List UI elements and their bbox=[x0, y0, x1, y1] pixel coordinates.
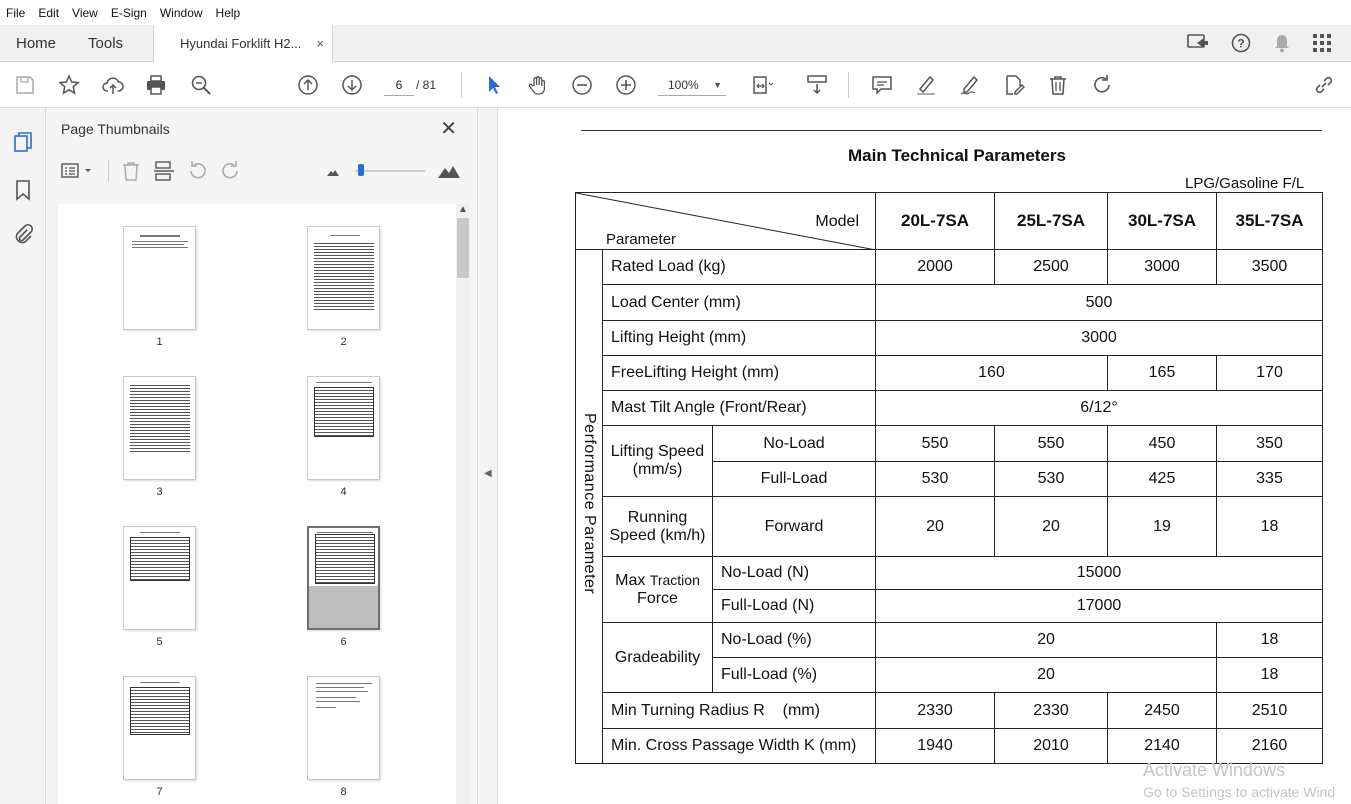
table-cell: 2330 bbox=[995, 693, 1108, 729]
page-number: 5 bbox=[156, 636, 163, 648]
table-cell: 18 bbox=[1217, 497, 1323, 557]
table-cell: 2330 bbox=[876, 693, 995, 729]
table-row bbox=[576, 391, 1323, 426]
left-rail bbox=[0, 108, 46, 804]
upload-cloud-icon[interactable] bbox=[101, 73, 125, 97]
draw-sign-icon[interactable] bbox=[958, 73, 982, 97]
row-label: Load Center (mm) bbox=[603, 285, 876, 321]
tab-tools[interactable]: Tools bbox=[88, 34, 124, 52]
table-cell: 550 bbox=[876, 426, 995, 462]
table-row bbox=[576, 285, 1323, 321]
row-label: Gradeability bbox=[603, 623, 713, 693]
sub-label: Full-Load bbox=[713, 462, 876, 497]
model-header: 20L-7SA bbox=[876, 193, 995, 250]
menu-bar bbox=[0, 0, 1351, 25]
fuel-type-label: LPG/Gasoline F/L bbox=[1185, 175, 1305, 192]
model-header: 30L-7SA bbox=[1108, 193, 1217, 250]
table-cell: 530 bbox=[876, 462, 995, 497]
table-cell: 20 bbox=[995, 497, 1108, 557]
table-cell: 17000 bbox=[876, 590, 1323, 623]
sub-label: Full-Load (N) bbox=[713, 590, 876, 623]
page-number: 4 bbox=[340, 486, 347, 498]
hand-tool-icon[interactable] bbox=[526, 73, 550, 97]
help-icon[interactable] bbox=[1231, 33, 1251, 53]
menu-esign[interactable]: E-Sign bbox=[110, 5, 147, 20]
row-label: Min. Cross Passage Width K (mm) bbox=[603, 729, 876, 764]
main-toolbar bbox=[0, 62, 1351, 108]
page-thumbnail-2[interactable] bbox=[307, 226, 380, 330]
table-cell: 500 bbox=[876, 285, 1323, 321]
table-cell: 3000 bbox=[876, 321, 1323, 356]
delete-trash-icon[interactable] bbox=[1046, 73, 1070, 97]
rotate-left-icon[interactable] bbox=[186, 160, 208, 182]
select-cursor-icon[interactable] bbox=[482, 73, 506, 97]
thumbnail-options-icon[interactable] bbox=[60, 160, 96, 182]
table-cell: 2450 bbox=[1108, 693, 1217, 729]
toolbar-divider bbox=[461, 72, 462, 98]
page-thumbnail-5[interactable] bbox=[123, 526, 196, 630]
tab-close-icon[interactable]: × bbox=[316, 36, 325, 51]
toolbar-divider bbox=[848, 72, 849, 98]
menu-view[interactable]: View bbox=[72, 5, 98, 20]
header-rule bbox=[581, 130, 1322, 131]
table-cell: 2160 bbox=[1217, 729, 1323, 764]
scroll-mode-icon[interactable] bbox=[805, 73, 829, 97]
thumbnail-scrollbar[interactable] bbox=[456, 204, 470, 804]
row-label: Min Turning Radius R (mm) bbox=[603, 693, 876, 729]
thumbnail-size-slider[interactable] bbox=[355, 160, 425, 182]
attachment-icon[interactable] bbox=[11, 223, 35, 247]
share-link-icon[interactable] bbox=[1312, 73, 1336, 97]
page-thumbnail-3[interactable] bbox=[123, 376, 196, 480]
table-cell: 425 bbox=[1108, 462, 1217, 497]
table-cell: 170 bbox=[1217, 356, 1323, 391]
sub-label: Full-Load (%) bbox=[713, 658, 876, 693]
page-thumbnail-8[interactable] bbox=[307, 676, 380, 780]
tab-document-label: Hyundai Forklift H2... bbox=[180, 36, 302, 51]
tab-document[interactable] bbox=[153, 25, 333, 62]
row-label: Rated Load (kg) bbox=[603, 250, 876, 285]
panel-close-icon[interactable]: ✕ bbox=[440, 118, 457, 140]
zoom-select[interactable] bbox=[658, 74, 726, 96]
panel-collapse-handle[interactable] bbox=[478, 108, 498, 804]
sub-label: No-Load bbox=[713, 426, 876, 462]
document-view bbox=[498, 108, 1351, 804]
table-cell: 160 bbox=[876, 356, 1108, 391]
table-row bbox=[576, 623, 1323, 658]
page-total: / 81 bbox=[416, 78, 437, 92]
activation-watermark-title: Activate Windows bbox=[1143, 760, 1286, 780]
page-number: 6 bbox=[340, 636, 347, 648]
tab-bar bbox=[0, 25, 1351, 62]
find-zoom-icon[interactable] bbox=[189, 73, 213, 97]
row-label: FreeLifting Height (mm) bbox=[603, 356, 876, 391]
group-label-cell bbox=[576, 250, 603, 764]
table-cell: 2000 bbox=[876, 250, 995, 285]
table-header-row bbox=[576, 193, 1323, 250]
table-cell: 3500 bbox=[1217, 250, 1323, 285]
table-cell: 350 bbox=[1217, 426, 1323, 462]
page-thumbnail-6[interactable] bbox=[307, 526, 380, 630]
table-row bbox=[576, 321, 1323, 356]
panel-divider bbox=[108, 160, 109, 182]
menu-help[interactable]: Help bbox=[215, 5, 241, 20]
page-number: 1 bbox=[156, 336, 163, 348]
table-cell: 165 bbox=[1108, 356, 1217, 391]
table-row bbox=[576, 693, 1323, 729]
table-cell: 20 bbox=[876, 658, 1217, 693]
next-page-icon[interactable] bbox=[340, 73, 364, 97]
rotate-icon[interactable] bbox=[1090, 73, 1114, 97]
large-mountain-icon bbox=[436, 160, 462, 182]
table-row bbox=[576, 426, 1323, 462]
page-thumbnail-1[interactable] bbox=[123, 226, 196, 330]
document-title: Main Technical Parameters bbox=[848, 146, 1066, 165]
rotate-right-icon[interactable] bbox=[220, 160, 242, 182]
scrollbar-thumb[interactable] bbox=[457, 218, 469, 278]
table-cell: 530 bbox=[995, 462, 1108, 497]
table-row bbox=[576, 250, 1323, 285]
table-row bbox=[576, 497, 1323, 557]
table-cell: 2140 bbox=[1108, 729, 1217, 764]
header-model: Model bbox=[815, 213, 859, 230]
table-cell: 2510 bbox=[1217, 693, 1323, 729]
model-header: 35L-7SA bbox=[1217, 193, 1323, 250]
share-screen-icon[interactable] bbox=[1187, 33, 1209, 53]
table-row bbox=[576, 356, 1323, 391]
table-cell: 550 bbox=[995, 426, 1108, 462]
zoom-value: 100% bbox=[668, 78, 699, 92]
save-icon[interactable] bbox=[13, 73, 37, 97]
table-cell: 18 bbox=[1217, 658, 1323, 693]
row-label: Lifting Height (mm) bbox=[603, 321, 876, 356]
page-number: 3 bbox=[156, 486, 163, 498]
header-parameter: Parameter bbox=[606, 231, 677, 248]
bookmark-star-icon[interactable] bbox=[57, 73, 81, 97]
page-thumbnail-7[interactable] bbox=[123, 676, 196, 780]
table-cell: 15000 bbox=[876, 557, 1323, 590]
zoom-out-icon[interactable] bbox=[570, 73, 594, 97]
page-number: 2 bbox=[340, 336, 347, 348]
delete-page-icon[interactable] bbox=[120, 160, 142, 182]
model-header: 25L-7SA bbox=[995, 193, 1108, 250]
page-thumbnail-4[interactable] bbox=[307, 376, 380, 480]
row-label: Max Traction Force bbox=[603, 557, 713, 623]
technical-parameters-table bbox=[575, 192, 1323, 764]
table-row bbox=[576, 557, 1323, 590]
table-cell: 20 bbox=[876, 497, 995, 557]
menu-file[interactable]: File bbox=[6, 5, 26, 20]
sub-label: No-Load (%) bbox=[713, 623, 876, 658]
row-label: Running Speed (km/h) bbox=[603, 497, 713, 557]
comment-icon[interactable] bbox=[870, 73, 894, 97]
small-mountain-icon bbox=[322, 160, 344, 182]
scroll-up-icon[interactable]: ▲ bbox=[458, 204, 468, 215]
sub-label: Forward bbox=[713, 497, 876, 557]
table-cell: 3000 bbox=[1108, 250, 1217, 285]
sub-label: No-Load (N) bbox=[713, 557, 876, 590]
page-thumbnails-icon[interactable] bbox=[11, 130, 35, 154]
row-label: Mast Tilt Angle (Front/Rear) bbox=[603, 391, 876, 426]
print-icon[interactable] bbox=[144, 73, 168, 97]
table-row bbox=[576, 729, 1323, 764]
panel-title: Page Thumbnails bbox=[61, 121, 170, 137]
notification-bell-icon[interactable] bbox=[1273, 33, 1291, 53]
menu-window[interactable]: Window bbox=[159, 5, 203, 20]
edit-page-icon[interactable] bbox=[1002, 73, 1026, 97]
table-cell: 2010 bbox=[995, 729, 1108, 764]
page-number: 7 bbox=[156, 786, 163, 798]
chevron-down-icon: ▼ bbox=[713, 80, 722, 90]
row-label: Lifting Speed (mm/s) bbox=[603, 426, 713, 497]
thumbnail-list bbox=[58, 204, 456, 804]
tab-home[interactable]: Home bbox=[16, 34, 57, 52]
apps-grid-icon[interactable] bbox=[1313, 34, 1331, 52]
svg-text:?: ? bbox=[1237, 36, 1245, 51]
page-fit-icon[interactable] bbox=[750, 73, 774, 97]
previous-page-icon[interactable] bbox=[296, 73, 320, 97]
tab-right-icons bbox=[1187, 25, 1351, 61]
thumbnail-toolbar bbox=[58, 158, 468, 186]
header-diagonal-cell bbox=[576, 193, 876, 250]
highlight-pen-icon[interactable] bbox=[914, 73, 938, 97]
table-cell: 2500 bbox=[995, 250, 1108, 285]
page-number-input[interactable]: 6 bbox=[384, 74, 414, 96]
menu-edit[interactable]: Edit bbox=[38, 5, 60, 20]
table-cell: 335 bbox=[1217, 462, 1323, 497]
table-cell: 20 bbox=[876, 623, 1217, 658]
group-label: Performance Parameter bbox=[581, 413, 598, 595]
collapse-arrow-icon: ◀ bbox=[484, 468, 492, 479]
table-cell: 6/12° bbox=[876, 391, 1323, 426]
table-cell: 450 bbox=[1108, 426, 1217, 462]
activation-watermark-text: Go to Settings to activate Wind bbox=[1143, 784, 1336, 800]
table-cell: 18 bbox=[1217, 623, 1323, 658]
insert-page-icon[interactable] bbox=[153, 160, 175, 182]
bookmark-icon[interactable] bbox=[11, 178, 35, 202]
thumbnails-panel bbox=[46, 108, 478, 804]
table-cell: 1940 bbox=[876, 729, 995, 764]
zoom-in-icon[interactable] bbox=[614, 73, 638, 97]
page-number: 8 bbox=[340, 786, 347, 798]
table-cell: 19 bbox=[1108, 497, 1217, 557]
